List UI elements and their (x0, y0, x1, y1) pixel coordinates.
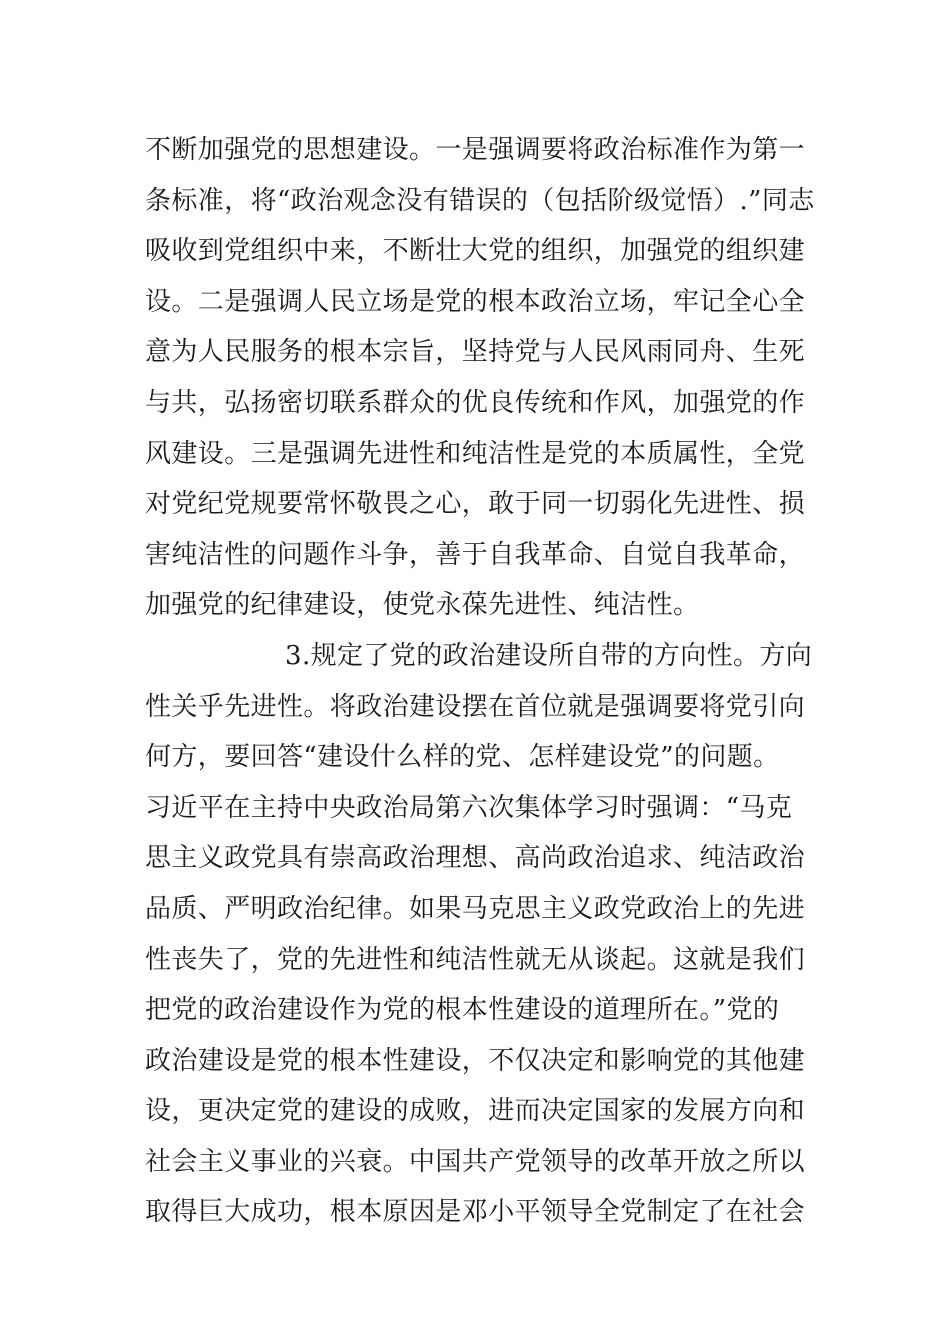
text-line: 吸收到党组织中来，不断壮大党的组织，加强党的组织建 (145, 236, 806, 267)
text-line: 害纯洁性的问题作斗争，善于自我革命、自觉自我革命， (145, 539, 806, 570)
text-line: 把党的政治建设作为党的根本性建设的道理所在。”党的 (145, 995, 780, 1026)
text-line: 社会主义事业的兴衰。中国共产党领导的改革开放之所以 (145, 1146, 806, 1177)
text-line: 政治建设是党的根本性建设，不仅决定和影响党的其他建 (145, 1045, 806, 1076)
text-line: 对党纪党规要常怀敬畏之心，敢于同一切弱化先进性、损 (145, 489, 806, 520)
text-line: 条标准，将“政治观念没有错误的（包括阶级觉悟）.”同志 (145, 185, 815, 216)
text-line: 与共，弘扬密切联系群众的优良传统和作风，加强党的作 (145, 387, 806, 418)
body-text (145, 125, 815, 1238)
text-line: 加强党的纪律建设，使党永葆先进性、纯洁性。 (145, 590, 700, 621)
text-line: 思主义政党具有崇高政治理想、高尚政治追求、纯洁政治 (145, 843, 806, 874)
text-line: 性丧失了，党的先进性和纯洁性就无从谈起。这就是我们 (145, 944, 806, 975)
section-heading-line: 3.规定了党的政治建设所自带的方向性。方向 (285, 640, 813, 671)
text-line: 取得巨大成功，根本原因是邓小平领导全党制定了在社会 (145, 1197, 806, 1228)
text-line: 不断加强党的思想建设。一是强调要将政治标准作为第一 (145, 135, 806, 165)
text-line: 设。二是强调人民立场是党的根本政治立场，牢记全心全 (145, 286, 806, 317)
text-line: 习近平在主持中央政治局第六次集体学习时强调：“马克 (145, 792, 793, 823)
text-line: 风建设。三是强调先进性和纯洁性是党的本质属性，全党 (145, 438, 806, 469)
text-line: 意为人民服务的根本宗旨，坚持党与人民风雨同舟、生死 (145, 337, 806, 368)
text-line: 品质、严明政治纪律。如果马克思主义政党政治上的先进 (145, 893, 806, 924)
text-line: 何方，要回答“建设什么样的党、怎样建设党”的问题。 (145, 742, 780, 773)
text-line: 性关乎先进性。将政治建设摆在首位就是强调要将党引向 (145, 691, 806, 722)
text-line: 设，更决定党的建设的成败，进而决定国家的发展方向和 (145, 1096, 806, 1127)
